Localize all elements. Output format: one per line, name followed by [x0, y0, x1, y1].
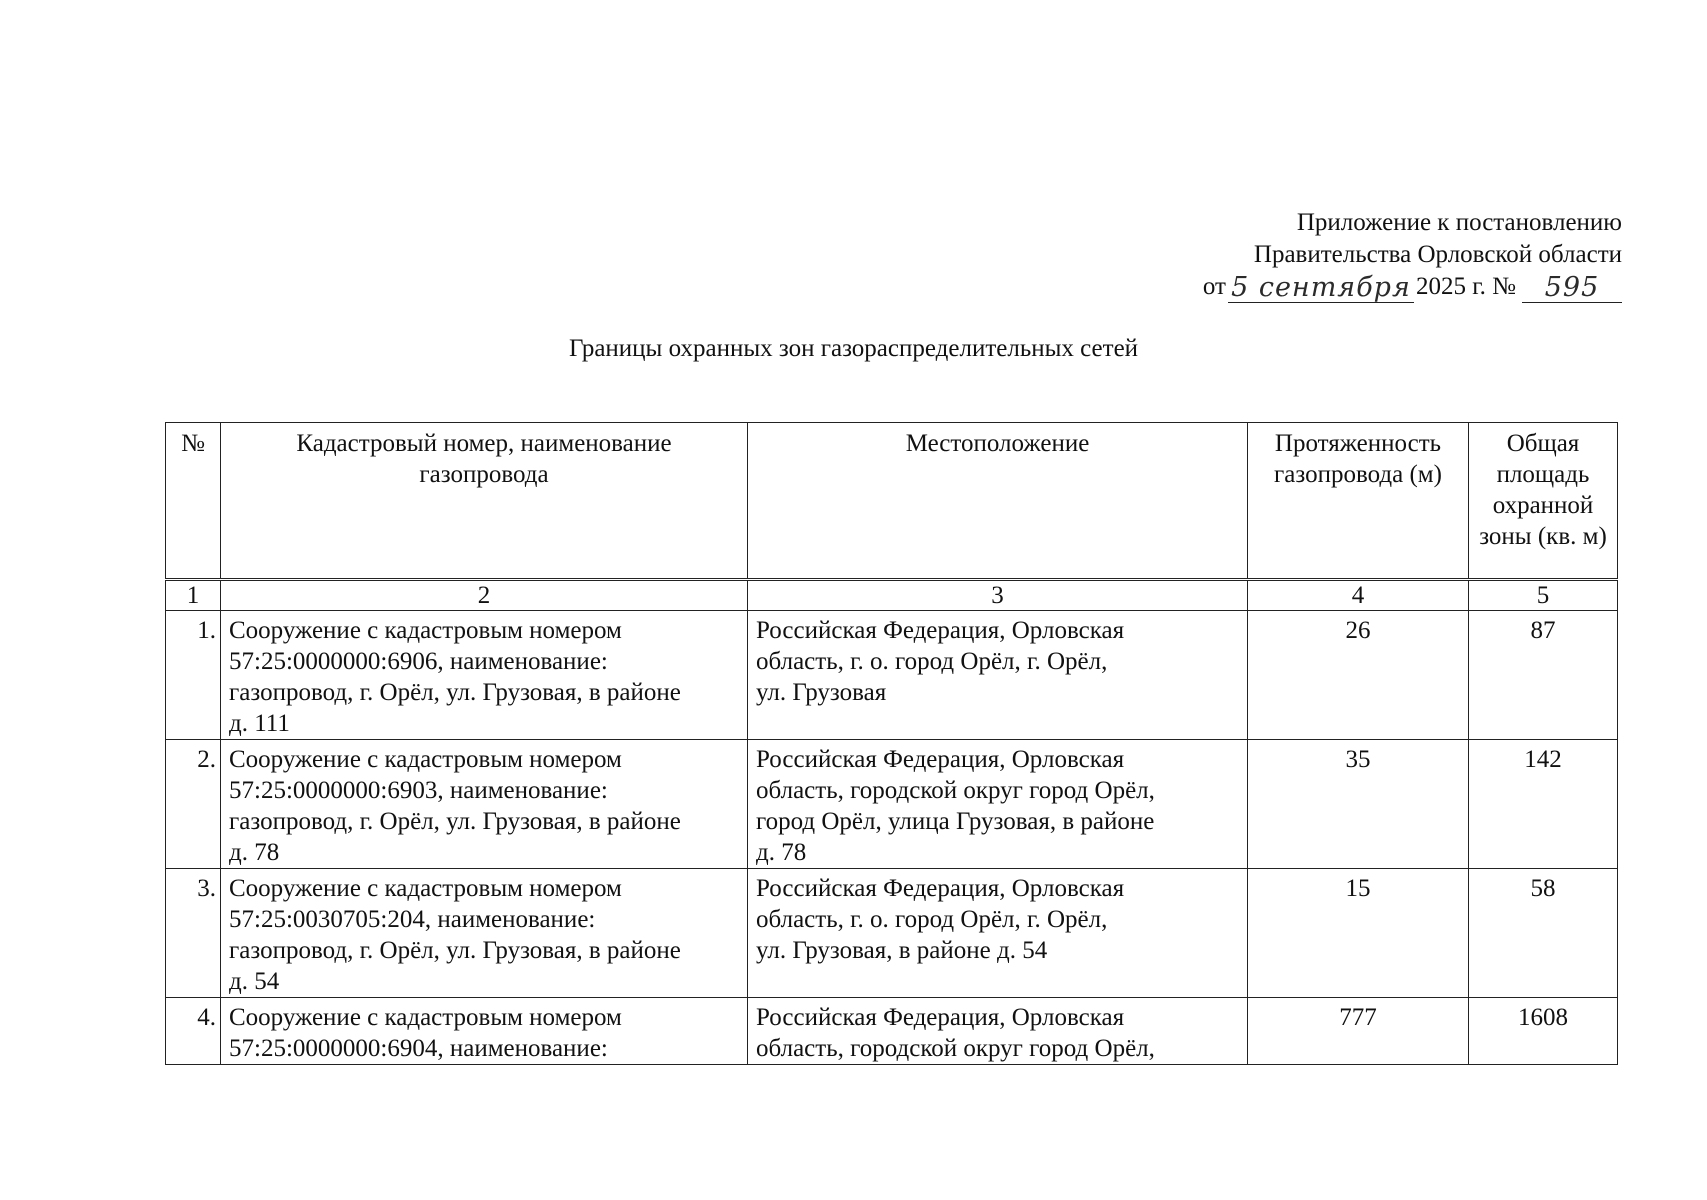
row-location: Российская Федерация, Орловская область, городской округ город Орёл,: [748, 998, 1248, 1065]
column-number-row: [166, 580, 1618, 611]
table-row: [166, 611, 1618, 740]
row-cadastral-name: Сооружение с кадастровым номером 57:25:0000000:6903, наименование: газопровод, г. Орёл, ул. Грузовая, в районе д. 78: [221, 740, 748, 869]
header-number: №: [166, 423, 221, 580]
protection-zones-table: [165, 422, 1618, 1065]
handwritten-date: 5 сентября: [1228, 274, 1414, 303]
table-row: [166, 869, 1618, 998]
appendix-line-2: Правительства Орловской области: [1253, 241, 1622, 268]
row-cadastral-name: Сооружение с кадастровым номером 57:25:0000000:6906, наименование: газопровод, г. Орёл, ул. Грузовая, в районе д. 111: [221, 611, 748, 740]
column-number-4: 4: [1248, 580, 1469, 611]
row-number: 2.: [166, 740, 221, 869]
column-number-2: 2: [221, 580, 748, 611]
row-length: 777: [1248, 998, 1469, 1065]
row-location: Российская Федерация, Орловская область, г. о. город Орёл, г. Орёл, ул. Грузовая, в районе д. 54: [748, 869, 1248, 998]
table-header-row: [166, 423, 1618, 580]
header-location: Местоположение: [748, 423, 1248, 580]
appendix-block: [1062, 207, 1622, 303]
handwritten-decree-number: 595: [1522, 274, 1622, 303]
header-area: Общая площадь охранной зоны (кв. м): [1469, 423, 1618, 580]
row-location: Российская Федерация, Орловская область, городской округ город Орёл, город Орёл, улица Грузовая, в районе д. 78: [748, 740, 1248, 869]
header-cadastral-name: Кадастровый номер, наименование газопровода: [221, 423, 748, 580]
table-row: [166, 740, 1618, 869]
row-cadastral-name: Сооружение с кадастровым номером 57:25:0030705:204, наименование: газопровод, г. Орёл, ул. Грузовая, в районе д. 54: [221, 869, 748, 998]
date-prefix: от: [1202, 273, 1226, 300]
appendix-line-1: Приложение к постановлению: [1296, 209, 1622, 236]
column-number-1: 1: [166, 580, 221, 611]
column-number-5: 5: [1469, 580, 1618, 611]
row-length: 26: [1248, 611, 1469, 740]
row-number: 1.: [166, 611, 221, 740]
row-area: 58: [1469, 869, 1618, 998]
row-area: 142: [1469, 740, 1618, 869]
column-number-3: 3: [748, 580, 1248, 611]
year-and-number-label: 2025 г. №: [1415, 273, 1516, 300]
header-length: Протяженность газопровода (м): [1248, 423, 1469, 580]
row-area: 87: [1469, 611, 1618, 740]
row-number: 4.: [166, 998, 221, 1065]
row-number: 3.: [166, 869, 221, 998]
row-cadastral-name: Сооружение с кадастровым номером 57:25:0000000:6904, наименование:: [221, 998, 748, 1065]
row-location: Российская Федерация, Орловская область, г. о. город Орёл, г. Орёл, ул. Грузовая: [748, 611, 1248, 740]
row-length: 15: [1248, 869, 1469, 998]
document-title: Границы охранных зон газораспределительных сетей: [568, 335, 1139, 362]
appendix-date-line: [1062, 271, 1622, 303]
table-row: [166, 998, 1618, 1065]
row-area: 1608: [1469, 998, 1618, 1065]
row-length: 35: [1248, 740, 1469, 869]
